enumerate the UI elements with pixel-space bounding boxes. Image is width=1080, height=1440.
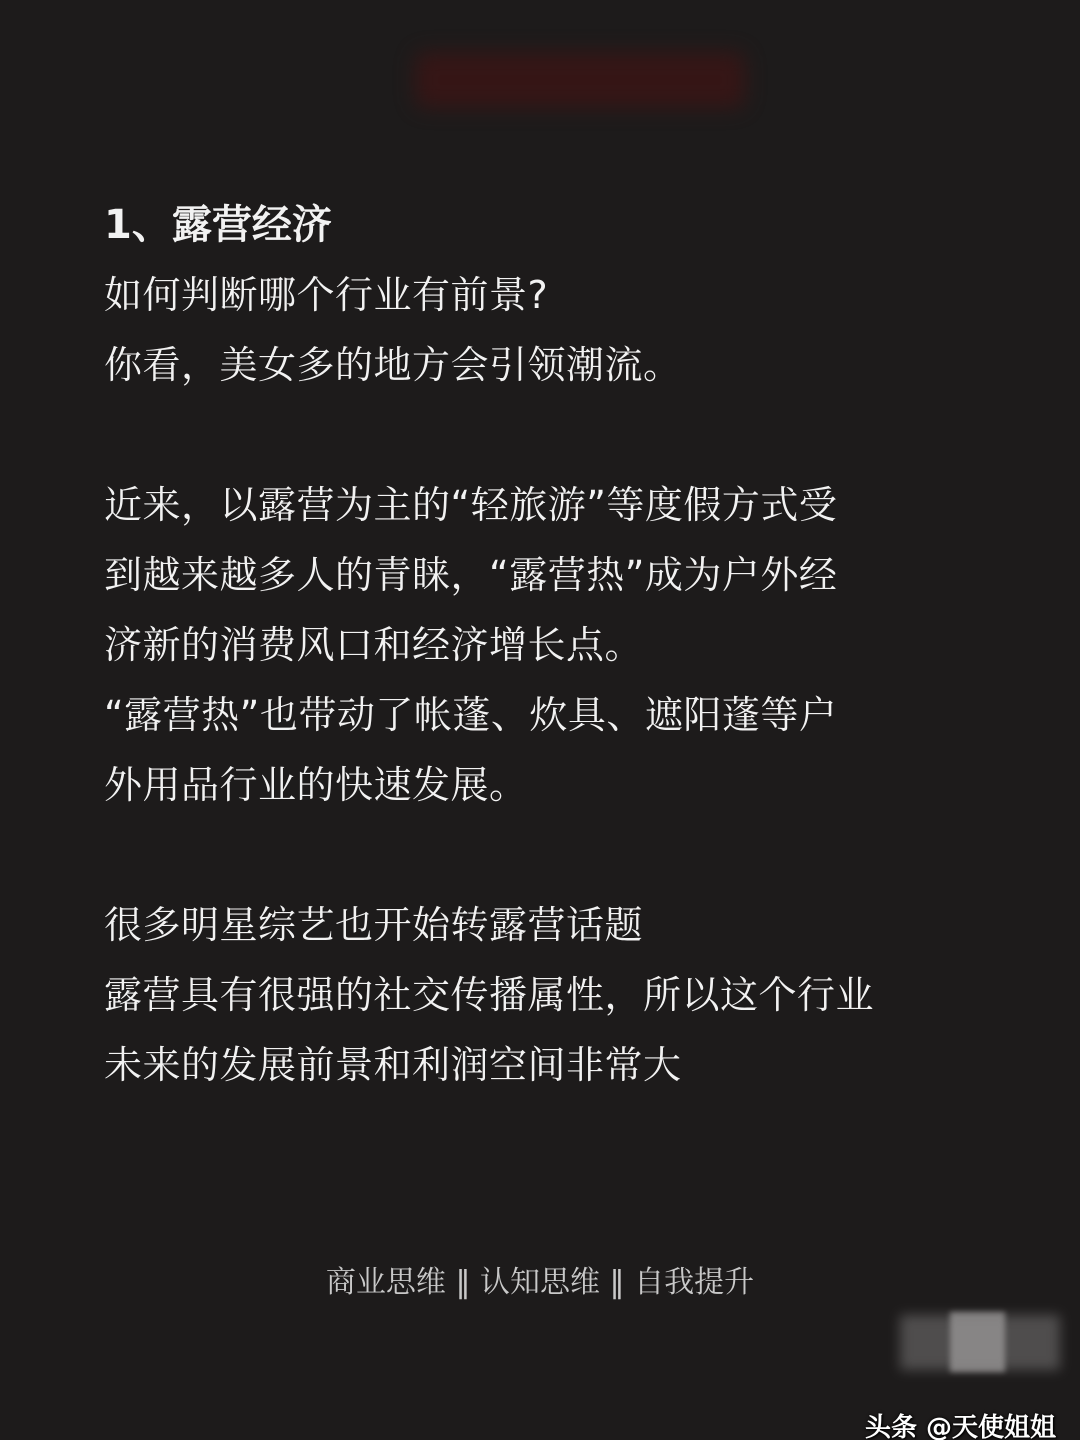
text-line: “露营热”也带动了帐蓬、炊具、遮阳蓬等户	[104, 693, 838, 737]
paragraph-gap	[104, 820, 1004, 890]
text-line: 济新的消费风口和经济增长点。	[104, 623, 644, 667]
text-line: 你看，美女多的地方会引领潮流。	[104, 343, 682, 387]
text-line: 近来，以露营为主的“轻旅游”等度假方式受	[104, 483, 838, 527]
text-line: 露营具有很强的社交传播属性，所以这个行业	[104, 973, 875, 1017]
blurred-header-banner	[415, 52, 745, 108]
text-line: 很多明星综艺也开始转露营话题	[104, 903, 644, 947]
article-body	[104, 190, 1004, 1100]
footer-tags: 商业思维 ‖ 认知思维 ‖ 自我提升	[325, 1265, 755, 1300]
paragraph-gap	[104, 400, 1004, 470]
watermark: 头条 @天使姐姐	[864, 1413, 1056, 1440]
text-line: 外用品行业的快速发展。	[104, 763, 528, 807]
article-title: 1、露营经济	[104, 202, 332, 248]
text-line: 如何判断哪个行业有前景?	[104, 273, 549, 317]
text-line: 未来的发展前景和利润空间非常大	[104, 1043, 682, 1087]
text-line: 到越来越多人的青睐，“露营热”成为户外经	[104, 553, 838, 597]
blurred-logo-mark	[950, 1312, 1005, 1372]
